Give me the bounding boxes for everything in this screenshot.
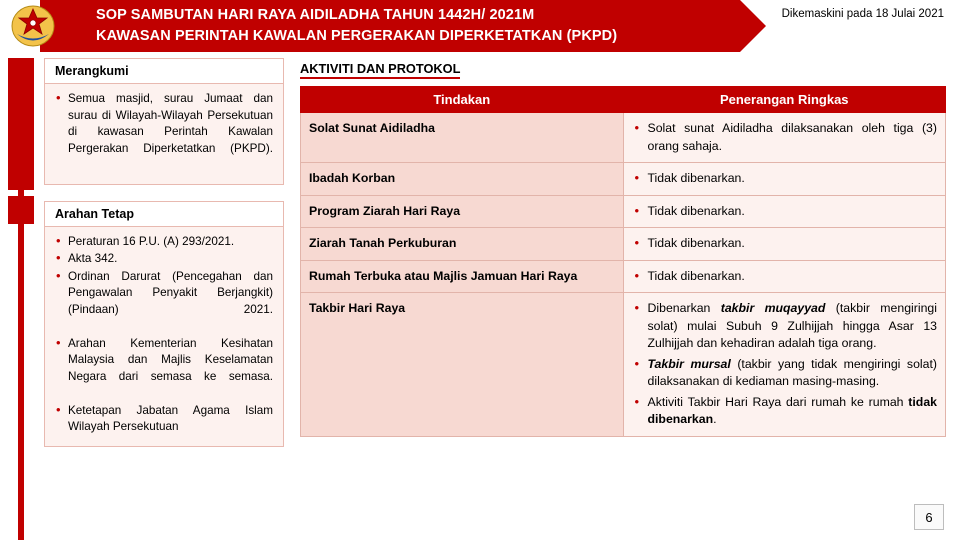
list-item: • Tidak dibenarkan. xyxy=(632,268,938,286)
header xyxy=(0,0,960,52)
right-column xyxy=(300,60,946,437)
malaysia-crest-icon xyxy=(10,4,56,48)
list-item: • Tidak dibenarkan. xyxy=(632,235,938,253)
table-row xyxy=(301,228,946,261)
desc-emphasis: tidak dibenarkan xyxy=(647,394,937,426)
table-row xyxy=(301,195,946,228)
desc-text-part: Aktiviti Takbir Hari Raya dari rumah ke rumah xyxy=(647,394,909,409)
list-item: • Arahan Kementerian Kesihatan Malaysia dan Majlis Keselamatan Negara dari semasa ke semasa. xyxy=(55,336,273,402)
arahan-tetap-box xyxy=(44,201,284,447)
list-item: • Semua masjid, surau Jumaat dan surau di Wilayah-Wilayah Persekutuan di kawasan Perintah Kawalan Pergerakan Diperketatkan (PKPD). xyxy=(55,91,273,174)
page-number: 6 xyxy=(914,504,944,530)
column-header-tindakan: Tindakan xyxy=(301,87,624,113)
arahan-tetap-body xyxy=(45,227,283,446)
list-item: • Tidak dibenarkan. xyxy=(632,170,938,188)
cell-description xyxy=(623,260,946,293)
list-item: • Tidak dibenarkan. xyxy=(632,203,938,221)
desc-emphasis: Takbir mursal xyxy=(647,356,731,371)
left-red-block-bottom xyxy=(8,196,34,224)
arahan-tetap-title: Arahan Tetap xyxy=(45,202,283,227)
table-row xyxy=(301,113,946,163)
list-item: • Ordinan Darurat (Pencegahan dan Pengawalan Penyakit Berjangkit) (Pindaan) 2021. xyxy=(55,269,273,335)
list-item: • Solat sunat Aidiladha dilaksanakan oleh tiga (3) orang sahaja. xyxy=(632,120,938,155)
update-note: Dikemaskini pada 18 Julai 2021 xyxy=(781,8,944,20)
merangkumi-body xyxy=(45,84,283,184)
desc-text-part: (takbir yang tidak mengiringi solat) dilaksanakan di kediaman masing-masing. xyxy=(647,356,937,388)
left-column xyxy=(44,58,284,463)
section-title: AKTIVITI DAN PROTOKOL xyxy=(300,61,460,79)
cell-action: Takbir Hari Raya xyxy=(301,293,624,437)
cell-description xyxy=(623,293,946,437)
table-row xyxy=(301,260,946,293)
list-item: • Akta 342. xyxy=(55,251,273,268)
table-header-row xyxy=(301,87,946,113)
merangkumi-title: Merangkumi xyxy=(45,59,283,84)
header-title-line1: SOP SAMBUTAN HARI RAYA AIDILADHA TAHUN 1442H/ 2021M xyxy=(96,7,535,23)
list-item xyxy=(632,394,938,429)
desc-text-part: (takbir mengiringi solat) mulai Subuh 9 Zulhijjah hingga Asar 13 Zulhijjah dan kehadiran adalah tiga orang. xyxy=(647,301,938,350)
cell-action: Rumah Terbuka atau Majlis Jamuan Hari Raya xyxy=(301,260,624,293)
protocol-table xyxy=(300,86,946,437)
table-row xyxy=(301,293,946,437)
left-red-block-top xyxy=(8,58,34,190)
desc-text-part: . xyxy=(713,412,717,426)
merangkumi-box xyxy=(44,58,284,185)
cell-description xyxy=(623,113,946,163)
column-header-penerangan: Penerangan Ringkas xyxy=(623,87,946,113)
cell-description xyxy=(623,228,946,261)
cell-action: Solat Sunat Aidiladha xyxy=(301,113,624,163)
list-item xyxy=(632,300,938,353)
table-row xyxy=(301,163,946,196)
list-item: • Ketetapan Jabatan Agama Islam Wilayah Persekutuan xyxy=(55,403,273,436)
cell-description xyxy=(623,195,946,228)
header-title-line2: KAWASAN PERINTAH KAWALAN PERGERAKAN DIPERKETATKAN (PKPD) xyxy=(96,28,618,44)
cell-action: Ziarah Tanah Perkuburan xyxy=(301,228,624,261)
cell-description xyxy=(623,163,946,196)
header-banner xyxy=(40,0,740,52)
desc-emphasis: takbir muqayyad xyxy=(720,301,826,315)
cell-action: Ibadah Korban xyxy=(301,163,624,196)
list-item: • Peraturan 16 P.U. (A) 293/2021. xyxy=(55,234,273,251)
cell-action: Program Ziarah Hari Raya xyxy=(301,195,624,228)
list-item xyxy=(632,356,938,391)
desc-text-part: Dibenarkan xyxy=(647,301,721,315)
